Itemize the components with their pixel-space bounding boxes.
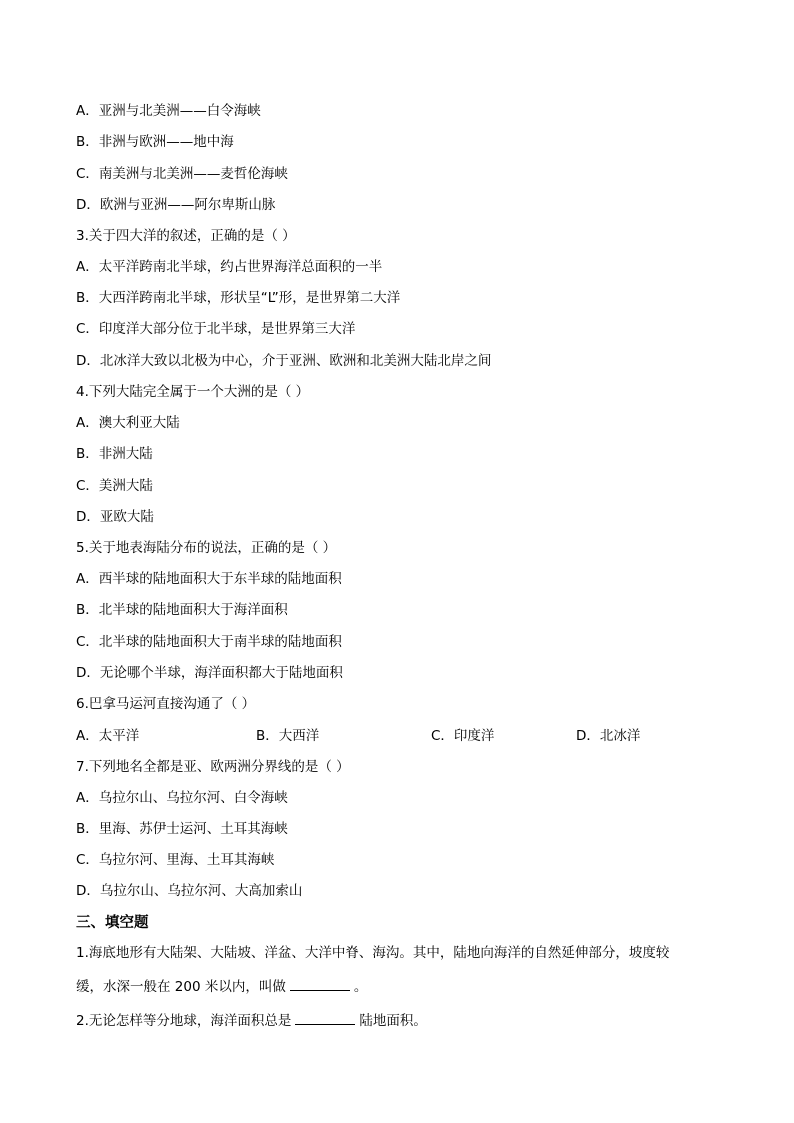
q4-option-c: C．美洲大陆 [76,478,153,494]
q2-option-a: A．亚洲与北美洲——白令海峡 [76,103,261,119]
q2-option-c: C．南美洲与北美洲——麦哲伦海峡 [76,166,288,182]
fill-q1-text-after: 。 [353,979,368,995]
q3-option-d: D．北冰洋大致以北极为中心，介于亚洲、欧洲和北美洲大陆北岸之间 [76,353,492,369]
q6-option-c: C．印度洋 [431,728,495,744]
q7-option-b: B．里海、苏伊士运河、土耳其海峡 [76,821,288,837]
section-heading-fill-blanks: 三、填空题 [76,915,149,931]
q3-stem: 3.关于四大洋的叙述，正确的是（ ） [76,228,296,244]
fill-q2-text-before: 2.无论怎样等分地球，海洋面积总是 [76,1013,292,1029]
fill-q1-answer-blank[interactable] [290,976,350,991]
fill-q1-text-before: 缓，水深一般在 200 米以内，叫做 [76,979,286,995]
q4-option-a: A．澳大利亚大陆 [76,415,180,431]
q6-options-row [76,727,716,745]
q6-option-a: A．太平洋 [76,728,140,744]
q5-option-b: B．北半球的陆地面积大于海洋面积 [76,602,288,618]
q4-option-b: B．非洲大陆 [76,446,153,462]
q7-option-d: D．乌拉尔山、乌拉尔河、大高加索山 [76,883,303,899]
q6-option-b: B．大西洋 [256,728,320,744]
q7-option-c: C．乌拉尔河、里海、土耳其海峡 [76,852,275,868]
q3-option-c: C．印度洋大部分位于北半球，是世界第三大洋 [76,321,356,337]
q2-option-d: D．欧洲与亚洲——阿尔卑斯山脉 [76,197,276,213]
q7-stem: 7.下列地名全都是亚、欧两洲分界线的是（ ） [76,759,350,775]
q5-option-d: D．无论哪个半球，海洋面积都大于陆地面积 [76,665,343,681]
q6-option-d: D．北冰洋 [576,728,641,744]
fill-q2-text-after: 陆地面积。 [359,1013,427,1029]
q3-option-b: B．大西洋跨南北半球，形状呈“L”形，是世界第二大洋 [76,290,401,306]
q4-option-d: D．亚欧大陆 [76,509,154,525]
fill-q1-line1: 1.海底地形有大陆架、大陆坡、洋盆、大洋中脊、海沟。其中，陆地向海洋的自然延伸部分，坡度较 [76,945,670,961]
q7-option-a: A．乌拉尔山、乌拉尔河、白令海峡 [76,790,288,806]
fill-q1-line2 [76,976,367,996]
q5-stem: 5.关于地表海陆分布的说法，正确的是（ ） [76,540,337,556]
q4-stem: 4.下列大陆完全属于一个大洲的是（ ） [76,384,310,400]
q5-option-c: C．北半球的陆地面积大于南半球的陆地面积 [76,634,342,650]
q5-option-a: A．西半球的陆地面积大于东半球的陆地面积 [76,571,342,587]
fill-q2-answer-blank[interactable] [295,1010,355,1025]
q6-stem: 6.巴拿马运河直接沟通了（ ） [76,696,256,712]
q3-option-a: A．太平洋跨南北半球，约占世界海洋总面积的一半 [76,259,383,275]
fill-q2-line [76,1010,427,1030]
q2-option-b: B．非洲与欧洲——地中海 [76,134,234,150]
